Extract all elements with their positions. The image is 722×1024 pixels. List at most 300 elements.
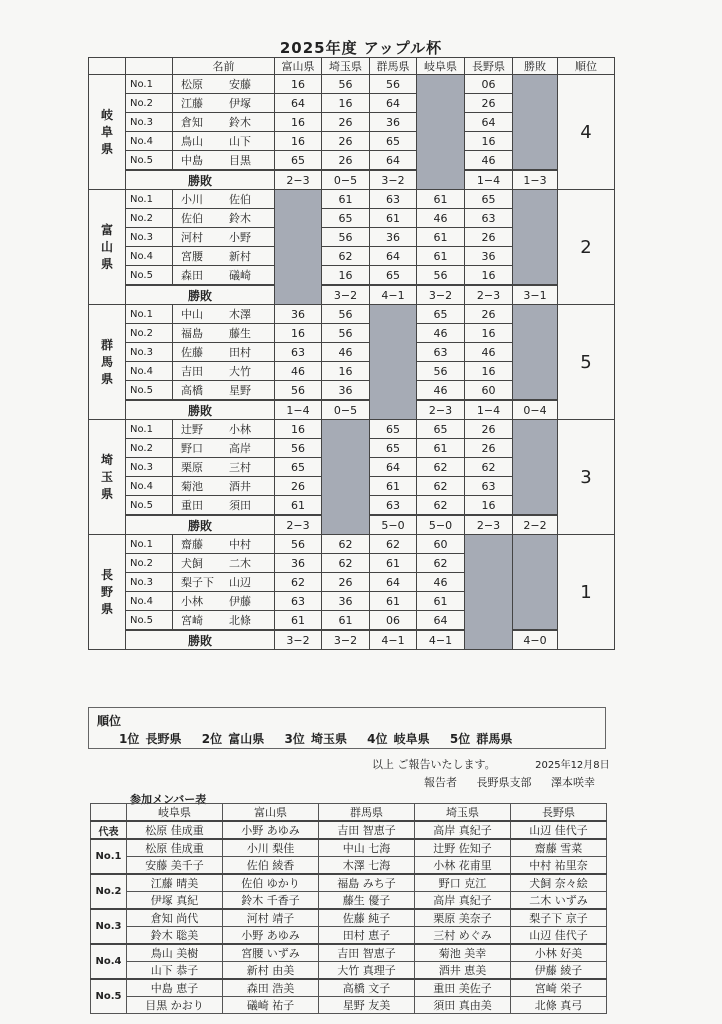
player-names xyxy=(173,343,275,362)
member-name: 辻野 佐知子 xyxy=(415,839,511,857)
prefecture-name: 埼 玉 県 xyxy=(100,452,113,501)
score-cell: 63 xyxy=(417,343,465,362)
member-name: 重田 美佐子 xyxy=(415,979,511,997)
member-row xyxy=(91,857,607,875)
player-number: No.1 xyxy=(126,305,173,324)
member-name: 齋藤 雪菜 xyxy=(511,839,607,857)
player-name-a: 小林 xyxy=(181,595,203,608)
player-names xyxy=(173,132,275,151)
score-cell: 16 xyxy=(322,94,370,113)
member-name: 宮腰 いずみ xyxy=(223,944,319,962)
member-name: 河村 靖子 xyxy=(223,909,319,927)
player-number: No.2 xyxy=(126,209,173,228)
score-cell: 16 xyxy=(465,362,513,381)
summary-cell: 2−3 xyxy=(275,170,322,190)
member-name: 野口 克江 xyxy=(415,874,511,892)
player-names xyxy=(173,94,275,113)
member-row xyxy=(91,874,607,892)
score-cell: 26 xyxy=(275,477,322,496)
summary-row xyxy=(89,285,615,305)
summary-total: 1−3 xyxy=(513,170,558,190)
score-cell: 64 xyxy=(417,611,465,631)
self-shaded-cell xyxy=(370,305,417,420)
winloss-shaded-cell xyxy=(513,535,558,631)
summary-cell: 5−0 xyxy=(370,515,417,535)
member-name: 目黒 かおり xyxy=(127,997,223,1014)
ranking-item: 4位 岐阜県 xyxy=(367,732,430,746)
score-cell: 46 xyxy=(322,343,370,362)
member-name: 森田 浩美 xyxy=(223,979,319,997)
player-name-a: 佐伯 xyxy=(181,212,203,225)
player-name-a: 森田 xyxy=(181,269,203,282)
player-name-b: 小林 xyxy=(229,423,251,436)
member-name: 伊藤 綾子 xyxy=(511,962,607,980)
player-names xyxy=(173,611,275,631)
score-cell: 56 xyxy=(322,305,370,324)
player-number: No.5 xyxy=(126,611,173,631)
score-cell: 65 xyxy=(370,132,417,151)
member-name: 田村 恵子 xyxy=(319,927,415,945)
summary-cell: 2−3 xyxy=(417,400,465,420)
member-group-label: No.5 xyxy=(91,979,127,1014)
score-cell: 65 xyxy=(417,305,465,324)
member-name: 小林 好美 xyxy=(511,944,607,962)
player-names xyxy=(173,151,275,171)
members-header: 群馬県 xyxy=(319,804,415,822)
score-cell: 56 xyxy=(275,439,322,458)
player-number: No.5 xyxy=(126,381,173,401)
header-col: 埼玉県 xyxy=(322,58,370,75)
member-row xyxy=(91,979,607,997)
player-number: No.1 xyxy=(126,75,173,94)
score-cell: 16 xyxy=(322,362,370,381)
player-name-b: 大竹 xyxy=(229,365,251,378)
player-number: No.3 xyxy=(126,113,173,132)
score-cell: 62 xyxy=(417,458,465,477)
score-cell: 46 xyxy=(465,343,513,362)
score-cell: 65 xyxy=(275,151,322,171)
score-cell: 62 xyxy=(322,247,370,266)
player-name-b: 山辺 xyxy=(229,576,251,589)
player-number: No.3 xyxy=(126,228,173,247)
player-number: No.4 xyxy=(126,247,173,266)
score-cell: 16 xyxy=(465,496,513,516)
player-number: No.2 xyxy=(126,554,173,573)
summary-row xyxy=(89,630,615,650)
report-date: 2025年12月8日 xyxy=(535,760,610,771)
player-name-a: 宮腰 xyxy=(181,250,203,263)
score-cell: 61 xyxy=(370,209,417,228)
summary-total: 3−1 xyxy=(513,285,558,305)
player-names xyxy=(173,209,275,228)
player-names xyxy=(173,496,275,516)
ranking-box xyxy=(88,707,606,749)
summary-total: 4−0 xyxy=(513,630,558,650)
player-names xyxy=(173,228,275,247)
player-row xyxy=(89,535,615,554)
score-cell: 65 xyxy=(417,420,465,439)
player-name-b: 鈴木 xyxy=(229,116,251,129)
player-name-b: 安藤 xyxy=(229,78,251,91)
winloss-shaded-cell xyxy=(513,75,558,171)
score-cell: 36 xyxy=(275,554,322,573)
member-name: 梨子下 京子 xyxy=(511,909,607,927)
score-cell: 56 xyxy=(370,75,417,94)
report-text: 以上 ご報告いたします。 xyxy=(372,758,496,771)
score-cell: 26 xyxy=(322,113,370,132)
player-names xyxy=(173,247,275,266)
score-cell: 56 xyxy=(417,362,465,381)
player-number: No.4 xyxy=(126,477,173,496)
team-rank: 1 xyxy=(558,535,615,650)
player-names xyxy=(173,439,275,458)
header-col: 岐阜県 xyxy=(417,58,465,75)
member-name: 須田 真由美 xyxy=(415,997,511,1014)
player-names xyxy=(173,554,275,573)
score-cell: 63 xyxy=(465,209,513,228)
score-cell: 16 xyxy=(322,266,370,286)
score-cell: 16 xyxy=(465,132,513,151)
player-name-b: 須田 xyxy=(229,499,251,512)
score-cell: 62 xyxy=(417,477,465,496)
summary-cell: 3−2 xyxy=(322,630,370,650)
member-name: 高岸 真紀子 xyxy=(415,892,511,910)
summary-cell: 0−5 xyxy=(322,400,370,420)
score-cell: 65 xyxy=(370,420,417,439)
player-names xyxy=(173,113,275,132)
player-name-b: 礒崎 xyxy=(229,269,251,282)
score-cell: 61 xyxy=(417,190,465,209)
player-row xyxy=(89,190,615,209)
summary-cell: 3−2 xyxy=(417,285,465,305)
member-name: 二木 いずみ xyxy=(511,892,607,910)
score-cell: 62 xyxy=(275,573,322,592)
member-name: 鈴木 聡美 xyxy=(127,927,223,945)
member-name: 中山 七海 xyxy=(319,839,415,857)
summary-label: 勝敗 xyxy=(126,285,275,305)
header-no xyxy=(126,58,173,75)
player-name-b: 北條 xyxy=(229,614,251,627)
player-row xyxy=(89,75,615,94)
player-name-a: 福島 xyxy=(181,327,203,340)
header-name: 名前 xyxy=(173,58,275,75)
member-group-label: No.1 xyxy=(91,839,127,874)
score-cell: 61 xyxy=(370,592,417,611)
player-number: No.2 xyxy=(126,324,173,343)
member-name: 藤生 優子 xyxy=(319,892,415,910)
results-table xyxy=(88,57,615,650)
score-cell: 56 xyxy=(322,324,370,343)
member-row xyxy=(91,821,607,839)
member-name: 三村 めぐみ xyxy=(415,927,511,945)
summary-cell: 3−2 xyxy=(370,170,417,190)
member-name: 吉田 智恵子 xyxy=(319,821,415,839)
score-cell: 60 xyxy=(417,535,465,554)
score-cell: 61 xyxy=(417,592,465,611)
summary-row xyxy=(89,400,615,420)
members-header xyxy=(91,804,127,822)
member-name: 宮崎 栄子 xyxy=(511,979,607,997)
score-cell: 62 xyxy=(417,496,465,516)
score-cell: 61 xyxy=(417,228,465,247)
score-cell: 36 xyxy=(275,305,322,324)
player-name-b: 酒井 xyxy=(229,480,251,493)
player-name-b: 佐伯 xyxy=(229,193,251,206)
header-rank: 順位 xyxy=(558,58,615,75)
score-cell: 46 xyxy=(465,151,513,171)
score-cell: 65 xyxy=(370,266,417,286)
player-name-b: 星野 xyxy=(229,384,251,397)
player-name-a: 野口 xyxy=(181,442,203,455)
members-header-row xyxy=(91,804,607,822)
member-row xyxy=(91,909,607,927)
score-cell: 26 xyxy=(322,573,370,592)
summary-cell: 2−3 xyxy=(465,515,513,535)
summary-cell: 1−4 xyxy=(465,170,513,190)
player-name-b: 高岸 xyxy=(229,442,251,455)
score-cell: 26 xyxy=(465,439,513,458)
ranking-item: 5位 群馬県 xyxy=(449,732,513,746)
member-name: 中村 祐里奈 xyxy=(511,857,607,875)
player-row xyxy=(89,420,615,439)
team-rank: 5 xyxy=(558,305,615,420)
player-name-a: 栗原 xyxy=(181,461,203,474)
score-cell: 56 xyxy=(275,535,322,554)
player-name-a: 宮崎 xyxy=(181,614,203,627)
score-cell: 61 xyxy=(417,247,465,266)
score-cell: 36 xyxy=(370,228,417,247)
score-cell: 36 xyxy=(370,113,417,132)
score-cell: 62 xyxy=(465,458,513,477)
prefecture-cell xyxy=(89,190,126,305)
player-name-b: 目黒 xyxy=(229,154,251,167)
member-name: 佐藤 純子 xyxy=(319,909,415,927)
member-name: 新村 由美 xyxy=(223,962,319,980)
score-cell: 56 xyxy=(275,381,322,401)
score-cell: 63 xyxy=(370,190,417,209)
player-name-a: 辻野 xyxy=(181,423,203,436)
prefecture-name: 群 馬 県 xyxy=(100,337,113,386)
player-number: No.3 xyxy=(126,458,173,477)
self-shaded-cell xyxy=(417,75,465,190)
member-group-label: No.3 xyxy=(91,909,127,944)
player-name-a: 中島 xyxy=(181,154,203,167)
score-cell: 64 xyxy=(275,94,322,113)
score-cell: 62 xyxy=(417,554,465,573)
header-row xyxy=(89,58,615,75)
prefecture-name: 富 山 県 xyxy=(100,222,113,271)
self-shaded-cell xyxy=(465,535,513,650)
member-name: 伊塚 真紀 xyxy=(127,892,223,910)
summary-cell: 1−4 xyxy=(275,400,322,420)
score-cell: 63 xyxy=(275,343,322,362)
member-group-label: No.4 xyxy=(91,944,127,979)
score-cell: 16 xyxy=(275,324,322,343)
summary-cell: 4−1 xyxy=(370,285,417,305)
score-cell: 16 xyxy=(275,420,322,439)
score-cell: 16 xyxy=(275,113,322,132)
members-table xyxy=(90,803,607,1014)
player-row xyxy=(89,305,615,324)
player-name-a: 重田 xyxy=(181,499,203,512)
score-cell: 62 xyxy=(322,554,370,573)
member-row xyxy=(91,927,607,945)
score-cell: 26 xyxy=(465,94,513,113)
summary-cell: 1−4 xyxy=(465,400,513,420)
score-cell: 63 xyxy=(275,592,322,611)
score-cell: 63 xyxy=(370,496,417,516)
score-cell: 61 xyxy=(275,496,322,516)
member-name: 松原 佳成重 xyxy=(127,839,223,857)
score-cell: 26 xyxy=(465,305,513,324)
member-row xyxy=(91,944,607,962)
member-name: 北條 真弓 xyxy=(511,997,607,1014)
member-name: 高岸 真紀子 xyxy=(415,821,511,839)
player-names xyxy=(173,305,275,324)
member-name: 星野 友美 xyxy=(319,997,415,1014)
ranking-item: 1位 長野県 xyxy=(119,732,182,746)
score-cell: 06 xyxy=(370,611,417,631)
summary-cell: 3−2 xyxy=(275,630,322,650)
summary-label: 勝敗 xyxy=(126,170,275,190)
winloss-shaded-cell xyxy=(513,190,558,286)
member-row xyxy=(91,962,607,980)
score-cell: 64 xyxy=(370,151,417,171)
member-name: 栗原 美奈子 xyxy=(415,909,511,927)
ranking-line xyxy=(119,730,526,747)
ranking-item: 2位 富山県 xyxy=(201,732,265,746)
score-cell: 65 xyxy=(275,458,322,477)
player-number: No.2 xyxy=(126,439,173,458)
score-cell: 64 xyxy=(370,573,417,592)
player-number: No.1 xyxy=(126,420,173,439)
score-cell: 64 xyxy=(370,94,417,113)
player-name-b: 木澤 xyxy=(229,308,251,321)
score-cell: 26 xyxy=(322,151,370,171)
score-cell: 65 xyxy=(322,209,370,228)
score-cell: 46 xyxy=(417,573,465,592)
player-name-b: 鈴木 xyxy=(229,212,251,225)
score-cell: 62 xyxy=(322,535,370,554)
team-rank: 3 xyxy=(558,420,615,535)
player-name-a: 梨子下 xyxy=(181,576,214,589)
player-name-a: 鳥山 xyxy=(181,135,203,148)
ranking-label: 順位 xyxy=(97,714,122,728)
member-group-label: 代表 xyxy=(91,821,127,839)
winloss-shaded-cell xyxy=(513,305,558,401)
member-name: 山辺 佳代子 xyxy=(511,927,607,945)
player-name-b: 伊塚 xyxy=(229,97,251,110)
player-name-b: 三村 xyxy=(229,461,251,474)
score-cell: 61 xyxy=(275,611,322,631)
summary-label: 勝敗 xyxy=(126,630,275,650)
player-name-b: 伊藤 xyxy=(229,595,251,608)
header-col: 群馬県 xyxy=(370,58,417,75)
score-cell: 56 xyxy=(322,75,370,94)
summary-cell: 0−5 xyxy=(322,170,370,190)
member-name: 安藤 美千子 xyxy=(127,857,223,875)
winloss-shaded-cell xyxy=(513,420,558,516)
reporter-branch: 長野県支部 xyxy=(476,776,532,789)
score-cell: 64 xyxy=(465,113,513,132)
player-names xyxy=(173,190,275,209)
member-name: 大竹 真理子 xyxy=(319,962,415,980)
player-name-a: 河村 xyxy=(181,231,203,244)
player-number: No.1 xyxy=(126,190,173,209)
score-cell: 65 xyxy=(370,439,417,458)
score-cell: 16 xyxy=(275,75,322,94)
members-header: 富山県 xyxy=(223,804,319,822)
header-corner xyxy=(89,58,126,75)
summary-cell: 3−2 xyxy=(322,285,370,305)
player-name-a: 小川 xyxy=(181,193,203,206)
prefecture-cell xyxy=(89,305,126,420)
prefecture-name: 岐 阜 県 xyxy=(100,107,113,156)
player-name-b: 中村 xyxy=(229,538,251,551)
score-cell: 61 xyxy=(417,439,465,458)
summary-cell: 4−1 xyxy=(370,630,417,650)
player-name-b: 新村 xyxy=(229,250,251,263)
member-row xyxy=(91,839,607,857)
team-rank: 4 xyxy=(558,75,615,190)
player-number: No.3 xyxy=(126,343,173,362)
member-name: 江藤 晴美 xyxy=(127,874,223,892)
member-name: 吉田 智恵子 xyxy=(319,944,415,962)
score-cell: 46 xyxy=(417,324,465,343)
player-names xyxy=(173,381,275,401)
player-name-a: 齋藤 xyxy=(181,538,203,551)
member-name: 犬飼 奈々絵 xyxy=(511,874,607,892)
player-names xyxy=(173,75,275,94)
member-name: 酒井 恵美 xyxy=(415,962,511,980)
members-header: 長野県 xyxy=(511,804,607,822)
player-name-a: 江藤 xyxy=(181,97,203,110)
player-name-a: 中山 xyxy=(181,308,203,321)
member-name: 福島 みち子 xyxy=(319,874,415,892)
player-number: No.5 xyxy=(126,266,173,286)
score-cell: 61 xyxy=(322,611,370,631)
score-cell: 36 xyxy=(465,247,513,266)
player-number: No.4 xyxy=(126,132,173,151)
members-header: 岐阜県 xyxy=(127,804,223,822)
member-name: 小野 あゆみ xyxy=(223,927,319,945)
player-name-b: 田村 xyxy=(229,346,251,359)
score-cell: 46 xyxy=(275,362,322,381)
reporter-label: 報告者 xyxy=(424,776,457,789)
player-names xyxy=(173,420,275,439)
member-name: 鳥山 美樹 xyxy=(127,944,223,962)
player-name-b: 藤生 xyxy=(229,327,251,340)
member-name: 礒崎 祐子 xyxy=(223,997,319,1014)
header-winloss: 勝敗 xyxy=(513,58,558,75)
reporter-line xyxy=(424,774,611,790)
member-name: 中島 恵子 xyxy=(127,979,223,997)
player-number: No.4 xyxy=(126,362,173,381)
member-name: 山下 恭子 xyxy=(127,962,223,980)
member-name: 倉知 尚代 xyxy=(127,909,223,927)
self-shaded-cell xyxy=(322,420,370,535)
summary-total: 2−2 xyxy=(513,515,558,535)
score-cell: 61 xyxy=(370,477,417,496)
score-cell: 36 xyxy=(322,381,370,401)
score-cell: 16 xyxy=(465,324,513,343)
player-name-a: 吉田 xyxy=(181,365,203,378)
score-cell: 65 xyxy=(465,190,513,209)
members-header: 埼玉県 xyxy=(415,804,511,822)
header-col: 長野県 xyxy=(465,58,513,75)
reporter-name: 澤本咲幸 xyxy=(551,776,595,789)
member-name: 菊池 美幸 xyxy=(415,944,511,962)
